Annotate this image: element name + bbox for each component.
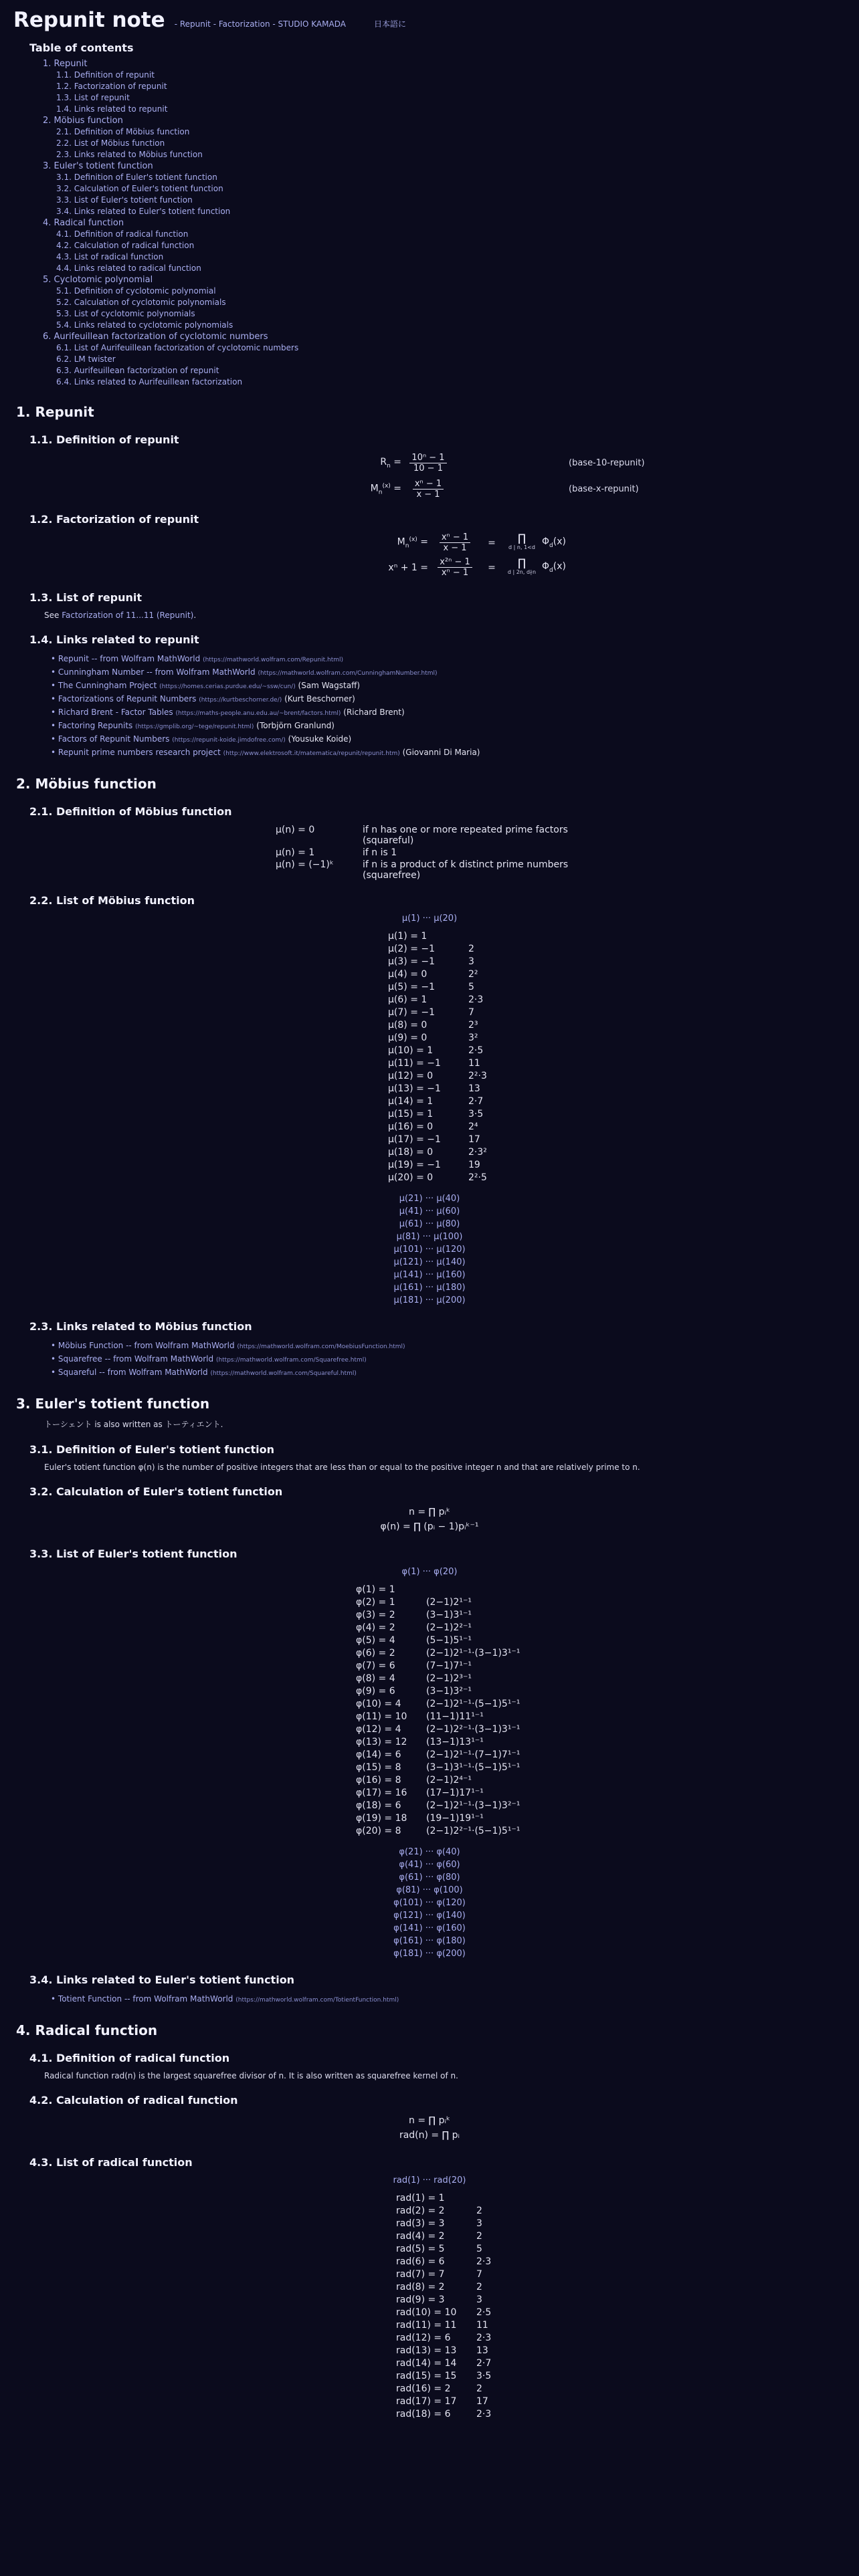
link-url: (https://repunit-koide.jimdofree.com/) <box>172 737 286 744</box>
table-cell-factor: 2⋅3 <box>476 2409 492 2420</box>
table-cell-factor: (2−1)2¹⁻¹⋅(3−1)3²⁻¹ <box>426 1800 520 1811</box>
toc-subsection-link[interactable]: 3.2. Calculation of Euler's totient function <box>56 184 223 193</box>
section-3-2-title: 3.2. Calculation of Euler's totient function <box>29 1485 283 1498</box>
toc-subsection-link[interactable]: 1.1. Definition of repunit <box>56 70 155 80</box>
table-cell-factor: (13−1)13¹⁻¹ <box>426 1737 484 1747</box>
range-link[interactable]: φ(61) ··· φ(80) <box>399 1872 460 1883</box>
toc-subsection-link[interactable]: 1.4. Links related to repunit <box>56 104 168 114</box>
table-cell-factor: (2−1)2⁴⁻¹ <box>426 1775 472 1786</box>
external-link[interactable]: Möbius Function -- from Wolfram MathWorld <box>58 1341 235 1350</box>
table-cell-factor: (2−1)2²⁻¹⋅(5−1)5¹⁻¹ <box>426 1826 520 1836</box>
section-3-title: 3. Euler's totient function <box>16 1396 210 1412</box>
table-cell-factor: 2⋅3 <box>476 2333 492 2343</box>
radical-range-head[interactable]: rad(1) ··· rad(20) <box>393 2175 466 2185</box>
range-link[interactable]: μ(81) ··· μ(100) <box>396 1232 463 1242</box>
table-cell-factor: 2 <box>476 2231 482 2242</box>
section-4-3-title: 4.3. List of radical function <box>29 2156 193 2169</box>
table-cell-factor: 2²⋅3 <box>468 1071 487 1081</box>
link-author: (Kurt Beschorner) <box>284 694 355 704</box>
table-cell-value: φ(3) = 2 <box>356 1610 395 1620</box>
table-cell-factor: (17−1)17¹⁻¹ <box>426 1788 484 1798</box>
table-cell-factor: 3 <box>476 2294 482 2305</box>
mobius-def-rhs: if n is a product of k distinct prime numbers (squarefree) <box>363 859 569 881</box>
external-link[interactable]: Factorizations of Repunit Numbers <box>58 694 197 704</box>
table-cell-factor <box>476 2192 530 2205</box>
table-cell-value: μ(10) = 1 <box>388 1045 434 1056</box>
table-cell-value: φ(5) = 4 <box>356 1635 395 1646</box>
repunit-links-list <box>51 653 846 760</box>
range-link[interactable]: μ(181) ··· μ(200) <box>393 1295 466 1305</box>
toc-subsection-link[interactable]: 2.3. Links related to Möbius function <box>56 150 203 159</box>
table-cell-value: φ(15) = 8 <box>356 1762 401 1773</box>
totient-calculation <box>13 1505 846 1534</box>
link-url: (https://mathworld.wolfram.com/Squareful.html) <box>210 1370 357 1377</box>
table-cell-value: μ(6) = 1 <box>388 994 427 1005</box>
totient-range-head[interactable]: φ(1) ··· φ(20) <box>401 1567 458 1577</box>
mobius-def-lhs: μ(n) = 0 <box>276 825 315 835</box>
table-cell-value: φ(8) = 4 <box>356 1673 395 1684</box>
table-cell-value: μ(14) = 1 <box>388 1096 434 1107</box>
base-10-note: (base-10-repunit) <box>569 458 645 468</box>
table-cell-value: rad(14) = 14 <box>396 2358 457 2369</box>
range-link[interactable]: μ(121) ··· μ(140) <box>393 1257 466 1267</box>
totient-intro: トーシェント is also written as トーティエント. <box>44 1420 223 1429</box>
link-list-item <box>51 1353 846 1366</box>
range-link[interactable]: φ(81) ··· φ(100) <box>396 1885 463 1895</box>
table-cell-factor: 2⋅3² <box>468 1147 487 1158</box>
range-link[interactable]: μ(161) ··· μ(180) <box>393 1283 466 1293</box>
mobius-table <box>388 930 846 1184</box>
repunit-definition: $R_n$ = $\frac{\text{10ⁿ − 1}}{10 - 1}$ (base-10-repunit) $M_n^{(x)}$ = $\frac{\text{xⁿ − 1}}{x - 1}$ (base-x-repunit) <box>341 453 846 500</box>
section-1-title: 1. Repunit <box>16 404 94 420</box>
toc-subsection-link[interactable]: 5.3. List of cyclotomic polynomials <box>56 309 195 318</box>
table-cell-factor: (2−1)2¹⁻¹⋅(3−1)3¹⁻¹ <box>426 1648 520 1658</box>
table-cell-value: μ(8) = 0 <box>388 1020 427 1031</box>
section-1-4-title: 1.4. Links related to repunit <box>29 633 199 646</box>
totient-links-list <box>51 1993 846 2006</box>
table-cell-value: rad(8) = 2 <box>396 2282 445 2292</box>
header <box>13 8 846 32</box>
section-2-title: 2. Möbius function <box>16 776 157 792</box>
repunit-factorization-link[interactable]: Factorization of 11...11 (Repunit) <box>62 611 194 620</box>
toc-subsection-link[interactable]: 1.3. List of repunit <box>56 93 130 102</box>
table-cell-value: μ(2) = −1 <box>388 944 436 954</box>
table-cell-factor: 2⁴ <box>468 1121 478 1132</box>
range-link[interactable]: μ(41) ··· μ(60) <box>399 1206 460 1216</box>
toc-subsection-link[interactable]: 1.2. Factorization of repunit <box>56 82 167 91</box>
table-cell-factor: (5−1)5¹⁻¹ <box>426 1635 472 1646</box>
link-url: (https://maths-people.anu.edu.au/~brent/factors.html) <box>175 710 341 717</box>
table-cell-value: μ(1) = 1 <box>388 931 427 942</box>
table-cell-value: μ(13) = −1 <box>388 1083 441 1094</box>
link-url: (https://mathworld.wolfram.com/Repunit.html) <box>203 657 344 663</box>
link-url: (https://gmplib.org/~tege/repunit.html) <box>135 724 254 730</box>
external-link[interactable]: Repunit prime numbers research project <box>58 748 221 757</box>
table-cell-value: φ(11) = 10 <box>356 1711 407 1722</box>
link-url: (https://mathworld.wolfram.com/CunninghamNumber.html) <box>258 670 438 677</box>
toc-title: Table of contents <box>29 41 134 54</box>
mobius-definition <box>276 825 846 881</box>
external-link[interactable]: Factoring Repunits <box>58 721 133 730</box>
radical-calculation <box>13 2113 846 2143</box>
toc-subsection-link[interactable]: 5.1. Definition of cyclotomic polynomial <box>56 286 216 296</box>
section-4-title: 4. Radical function <box>16 2022 158 2038</box>
table-cell-value: rad(18) = 6 <box>396 2409 451 2420</box>
table-cell-factor: 11 <box>476 2320 488 2331</box>
toc-subsection-link[interactable]: 6.1. List of Aurifeuillean factorization of cyclotomic numbers <box>56 343 299 352</box>
table-cell-factor <box>426 1584 580 1596</box>
external-link[interactable]: Richard Brent - Factor Tables <box>58 708 173 717</box>
table-cell-factor: 2 <box>476 2206 482 2216</box>
radical-calc-line-2: rad(n) = ∏ pᵢ <box>399 2130 460 2141</box>
link-author: (Richard Brent) <box>343 708 405 717</box>
radical-calc-line-1: n = ∏ pᵢᵏ <box>409 2115 450 2126</box>
table-cell-factor: 3⋅5 <box>476 2371 492 2381</box>
table-cell-factor: 3 <box>468 956 474 967</box>
table-cell-factor: 2⋅5 <box>476 2307 492 2318</box>
table-cell-factor: 2 <box>476 2282 482 2292</box>
section-1-2-title: 1.2. Factorization of repunit <box>29 513 199 526</box>
table-cell-value: rad(9) = 3 <box>396 2294 445 2305</box>
toc-subsection-link[interactable]: 4.3. List of radical function <box>56 252 164 261</box>
table-cell-value: φ(18) = 6 <box>356 1800 401 1811</box>
table-cell-factor: 5 <box>476 2244 482 2254</box>
link-list-item <box>51 1366 846 1380</box>
table-cell-factor: (19−1)19¹⁻¹ <box>426 1813 484 1824</box>
section-2-2-title: 2.2. List of Möbius function <box>29 894 195 907</box>
range-link[interactable]: φ(101) ··· φ(120) <box>393 1898 466 1908</box>
section-4-2-title: 4.2. Calculation of radical function <box>29 2094 238 2107</box>
table-cell-factor: (3−1)3¹⁻¹⋅(5−1)5¹⁻¹ <box>426 1762 520 1773</box>
table-of-contents <box>29 41 846 388</box>
table-cell-value: φ(1) = 1 <box>356 1584 395 1595</box>
link-url: (https://homes.cerias.purdue.edu/~ssw/cun/) <box>159 683 296 690</box>
table-cell-value: φ(6) = 2 <box>356 1648 395 1658</box>
table-cell-factor: (7−1)7¹⁻¹ <box>426 1660 472 1671</box>
toc-subsection-link[interactable]: 4.4. Links related to radical function <box>56 263 201 273</box>
range-link[interactable]: φ(41) ··· φ(60) <box>399 1860 460 1870</box>
section-2-1-title: 2.1. Definition of Möbius function <box>29 805 232 818</box>
table-cell-factor: (2−1)2³⁻¹ <box>426 1673 472 1684</box>
table-cell-factor: 7 <box>476 2269 482 2280</box>
range-link[interactable]: μ(61) ··· μ(80) <box>399 1219 460 1229</box>
toc-subsection-link[interactable]: 6.2. LM twister <box>56 354 116 364</box>
link-list-item <box>51 746 846 760</box>
link-list-item <box>51 706 846 720</box>
table-cell-value: φ(10) = 4 <box>356 1699 401 1709</box>
table-cell-value: rad(17) = 17 <box>396 2396 457 2407</box>
table-cell-value: rad(7) = 7 <box>396 2269 445 2280</box>
table-cell-value: φ(20) = 8 <box>356 1826 401 1836</box>
link-author: (Torbjörn Granlund) <box>256 721 335 730</box>
table-cell-factor: 3² <box>468 1033 478 1043</box>
table-cell-value: φ(13) = 12 <box>356 1737 407 1747</box>
range-link[interactable]: φ(21) ··· φ(40) <box>399 1847 460 1857</box>
toc-section-link[interactable]: 5. Cyclotomic polynomial <box>43 275 153 285</box>
mobius-def-rhs: if n has one or more repeated prime factors (squareful) <box>363 825 568 846</box>
link-author: (Giovanni Di Maria) <box>402 748 480 757</box>
table-cell-factor: 2 <box>476 2383 482 2394</box>
table-cell-value: rad(3) = 3 <box>396 2218 445 2229</box>
range-link[interactable]: φ(161) ··· φ(180) <box>393 1936 466 1946</box>
table-cell-value: μ(4) = 0 <box>388 969 427 980</box>
range-link[interactable]: φ(141) ··· φ(160) <box>393 1923 466 1933</box>
repunit-list-text: See Factorization of 11...11 (Repunit). <box>44 611 197 620</box>
section-4-1-title: 4.1. Definition of radical function <box>29 2052 230 2064</box>
totient-table <box>356 1584 846 1838</box>
section-3-3-title: 3.3. List of Euler's totient function <box>29 1547 237 1560</box>
table-cell-factor: (2−1)2¹⁻¹ <box>426 1597 472 1608</box>
toc-subsection-link[interactable]: 4.1. Definition of radical function <box>56 229 189 239</box>
range-link[interactable]: φ(181) ··· φ(200) <box>393 1949 466 1959</box>
toc-subsection-link[interactable]: 2.2. List of Möbius function <box>56 138 165 148</box>
table-cell-factor: 19 <box>468 1160 480 1170</box>
table-cell-factor: 2⋅7 <box>476 2358 492 2369</box>
toc-subsection-link[interactable]: 6.3. Aurifeuillean factorization of repunit <box>56 366 219 375</box>
table-cell-factor: (2−1)2²⁻¹ <box>426 1622 472 1633</box>
toc-subsection-link[interactable]: 4.2. Calculation of radical function <box>56 241 195 250</box>
table-cell-value: rad(2) = 2 <box>396 2206 445 2216</box>
link-url: (http://www.elektrosoft.it/matematica/repunit/repunit.htm) <box>223 750 400 757</box>
mobius-range-head[interactable]: μ(1) ··· μ(20) <box>401 914 458 924</box>
mobius-range-list <box>13 1192 846 1307</box>
table-cell-value: φ(7) = 6 <box>356 1660 395 1671</box>
link-list-item <box>51 733 846 746</box>
link-author: (Sam Wagstaff) <box>298 681 361 690</box>
table-cell-value: μ(17) = −1 <box>388 1134 441 1145</box>
link-url: (https://kurtbeschorner.de/) <box>199 697 282 704</box>
table-cell-value: μ(15) = 1 <box>388 1109 434 1119</box>
base-x-note: (base-x-repunit) <box>569 484 639 494</box>
table-cell-value: μ(11) = −1 <box>388 1058 441 1069</box>
table-cell-value: rad(1) = 1 <box>396 2193 445 2204</box>
table-cell-factor: (11−1)11¹⁻¹ <box>426 1711 484 1722</box>
table-cell-factor: 13 <box>476 2345 488 2356</box>
link-list-item <box>51 653 846 666</box>
toc-section-link[interactable]: 3. Euler's totient function <box>43 161 153 171</box>
table-cell-value: μ(12) = 0 <box>388 1071 434 1081</box>
table-cell-factor: 2³ <box>468 1020 478 1031</box>
link-list-item <box>51 666 846 679</box>
link-url: (https://mathworld.wolfram.com/TotientFunction.html) <box>235 1997 399 2004</box>
table-cell-factor: 5 <box>468 982 474 992</box>
table-cell-value: μ(20) = 0 <box>388 1172 434 1183</box>
table-cell-factor: 2⋅3 <box>468 994 484 1005</box>
table-cell-value: φ(14) = 6 <box>356 1749 401 1760</box>
toc-subsection-link[interactable]: 2.1. Definition of Möbius function <box>56 127 190 136</box>
table-cell-factor: 17 <box>468 1134 480 1145</box>
table-cell-value: rad(12) = 6 <box>396 2333 451 2343</box>
table-cell-factor: 2²⋅5 <box>468 1172 487 1183</box>
table-cell-value: rad(6) = 6 <box>396 2256 445 2267</box>
toc-subsection-link[interactable]: 6.4. Links related to Aurifeuillean factorization <box>56 377 243 387</box>
toc-subsection-link[interactable]: 3.4. Links related to Euler's totient function <box>56 207 231 216</box>
table-cell-factor: 2⋅3 <box>476 2256 492 2267</box>
table-cell-factor: (3−1)3¹⁻¹ <box>426 1610 472 1620</box>
table-cell-value: φ(12) = 4 <box>356 1724 401 1735</box>
mobius-def-lhs: μ(n) = 1 <box>276 847 315 858</box>
mobius-def-lhs: μ(n) = (−1)ᵏ <box>276 859 334 870</box>
table-cell-value: rad(16) = 2 <box>396 2383 451 2394</box>
table-cell-value: μ(5) = −1 <box>388 982 436 992</box>
radical-definition: Radical function rad(n) is the largest squarefree divisor of n. It is also written as squarefree kernel of n. <box>44 2071 458 2080</box>
toc-subsection-link[interactable]: 5.2. Calculation of cyclotomic polynomials <box>56 298 226 307</box>
table-cell-value: φ(2) = 1 <box>356 1597 395 1608</box>
external-link[interactable]: Squarefree -- from Wolfram MathWorld <box>58 1354 214 1364</box>
table-cell-value: rad(5) = 5 <box>396 2244 445 2254</box>
section-1-3-title: 1.3. List of repunit <box>29 591 142 604</box>
mobius-def-rhs: if n is 1 <box>363 847 397 858</box>
toc-subsection-link[interactable]: 3.1. Definition of Euler's totient function <box>56 173 217 182</box>
section-3-4-title: 3.4. Links related to Euler's totient function <box>29 1973 295 1986</box>
range-link[interactable]: μ(141) ··· μ(160) <box>393 1270 466 1280</box>
link-url: (https://mathworld.wolfram.com/Squarefree.html) <box>215 1357 367 1364</box>
table-cell-factor: 3 <box>476 2218 482 2229</box>
table-cell-factor: (2−1)2²⁻¹⋅(3−1)3¹⁻¹ <box>426 1724 520 1735</box>
table-cell-value: rad(4) = 2 <box>396 2231 445 2242</box>
table-cell-value: φ(4) = 2 <box>356 1622 395 1633</box>
section-3-1-title: 3.1. Definition of Euler's totient function <box>29 1443 274 1456</box>
table-cell-factor: 13 <box>468 1083 480 1094</box>
link-url: (https://mathworld.wolfram.com/MoebiusFunction.html) <box>237 1344 405 1350</box>
table-cell-factor: (2−1)2¹⁻¹⋅(5−1)5¹⁻¹ <box>426 1699 520 1709</box>
table-cell-value: rad(10) = 10 <box>396 2307 457 2318</box>
table-cell-factor: 11 <box>468 1058 480 1069</box>
totient-range-list <box>13 1846 846 1960</box>
table-cell-factor: 17 <box>476 2396 488 2407</box>
range-link[interactable]: μ(101) ··· μ(120) <box>393 1245 466 1255</box>
section-1-1-title: 1.1. Definition of repunit <box>29 433 179 446</box>
table-cell-factor: 7 <box>468 1007 474 1018</box>
toc-section-link[interactable]: 4. Radical function <box>43 218 124 228</box>
repunit-factorization: $M_n^{(x)}$ = $\frac{\text{xⁿ − 1}}{x - 1}$ = ∏ d | n, 1<d $\Phi_d(x)$ xⁿ + 1 = $\frac{\text{x²ⁿ − 1}}{\text{xⁿ − 1}}$ = ∏ d | 2n, d∤n $\Phi_d(x)$ <box>388 531 566 578</box>
language-link[interactable]: 日本語に <box>373 19 406 29</box>
table-cell-factor: 2 <box>468 944 474 954</box>
totient-calc-line-2: φ(n) = ∏ (pᵢ − 1)pᵢᵏ⁻¹ <box>380 1521 479 1532</box>
totient-calc-line-1: n = ∏ pᵢᵏ <box>409 1507 450 1517</box>
toc-section-link[interactable]: 2. Möbius function <box>43 116 123 126</box>
range-link[interactable]: φ(121) ··· φ(140) <box>393 1911 466 1921</box>
table-cell-value: μ(19) = −1 <box>388 1160 441 1170</box>
link-list-item <box>51 679 846 693</box>
link-author: (Yousuke Koide) <box>288 734 352 744</box>
external-link[interactable]: Factors of Repunit Numbers <box>58 734 170 744</box>
table-cell-factor: 2² <box>468 969 478 980</box>
table-cell-value: rad(15) = 15 <box>396 2371 457 2381</box>
table-cell-factor: 3⋅5 <box>468 1109 484 1119</box>
table-cell-value: μ(9) = 0 <box>388 1033 427 1043</box>
table-cell-value: μ(18) = 0 <box>388 1147 434 1158</box>
external-link[interactable]: Squareful -- from Wolfram MathWorld <box>58 1368 208 1377</box>
table-cell-factor: 2⋅7 <box>468 1096 484 1107</box>
mobius-links-list <box>51 1339 846 1380</box>
table-cell-factor <box>468 930 522 943</box>
toc-subsection-link[interactable]: 5.4. Links related to cyclotomic polynomials <box>56 320 233 330</box>
external-link[interactable]: The Cunningham Project <box>58 681 157 690</box>
table-cell-value: μ(3) = −1 <box>388 956 436 967</box>
external-link[interactable]: Cunningham Number -- from Wolfram MathWorld <box>58 667 256 677</box>
link-list-item <box>51 1993 846 2006</box>
table-cell-value: φ(9) = 6 <box>356 1686 395 1697</box>
link-list-item <box>51 1339 846 1353</box>
table-cell-factor: 2⋅5 <box>468 1045 484 1056</box>
link-list-item <box>51 720 846 733</box>
totient-definition: Euler's totient function φ(n) is the number of positive integers that are less than or equal to the positive integer n and that are relatively prime to n. <box>44 1463 640 1472</box>
radical-table <box>396 2192 846 2421</box>
table-cell-value: φ(16) = 8 <box>356 1775 401 1786</box>
toc-subsection-link[interactable]: 3.3. List of Euler's totient function <box>56 195 193 205</box>
external-link[interactable]: Repunit -- from Wolfram MathWorld <box>58 654 201 663</box>
external-link[interactable]: Totient Function -- from Wolfram MathWorld <box>58 1994 233 2004</box>
table-cell-value: φ(17) = 16 <box>356 1788 407 1798</box>
range-link[interactable]: μ(21) ··· μ(40) <box>399 1194 460 1204</box>
table-cell-value: rad(11) = 11 <box>396 2320 457 2331</box>
table-cell-factor: (2−1)2¹⁻¹⋅(7−1)7¹⁻¹ <box>426 1749 520 1760</box>
table-cell-value: μ(7) = −1 <box>388 1007 436 1018</box>
toc-section-link[interactable]: 6. Aurifeuillean factorization of cyclotomic numbers <box>43 332 268 342</box>
table-cell-factor: (3−1)3²⁻¹ <box>426 1686 472 1697</box>
toc-section-link[interactable]: 1. Repunit <box>43 59 88 69</box>
page-title: Repunit note <box>13 8 165 32</box>
table-cell-value: φ(19) = 18 <box>356 1813 407 1824</box>
subtitle-link[interactable]: - Repunit - Factorization - STUDIO KAMADA <box>174 19 346 29</box>
link-list-item <box>51 693 846 706</box>
table-cell-value: rad(13) = 13 <box>396 2345 457 2356</box>
section-2-3-title: 2.3. Links related to Möbius function <box>29 1320 252 1333</box>
table-cell-value: μ(16) = 0 <box>388 1121 434 1132</box>
